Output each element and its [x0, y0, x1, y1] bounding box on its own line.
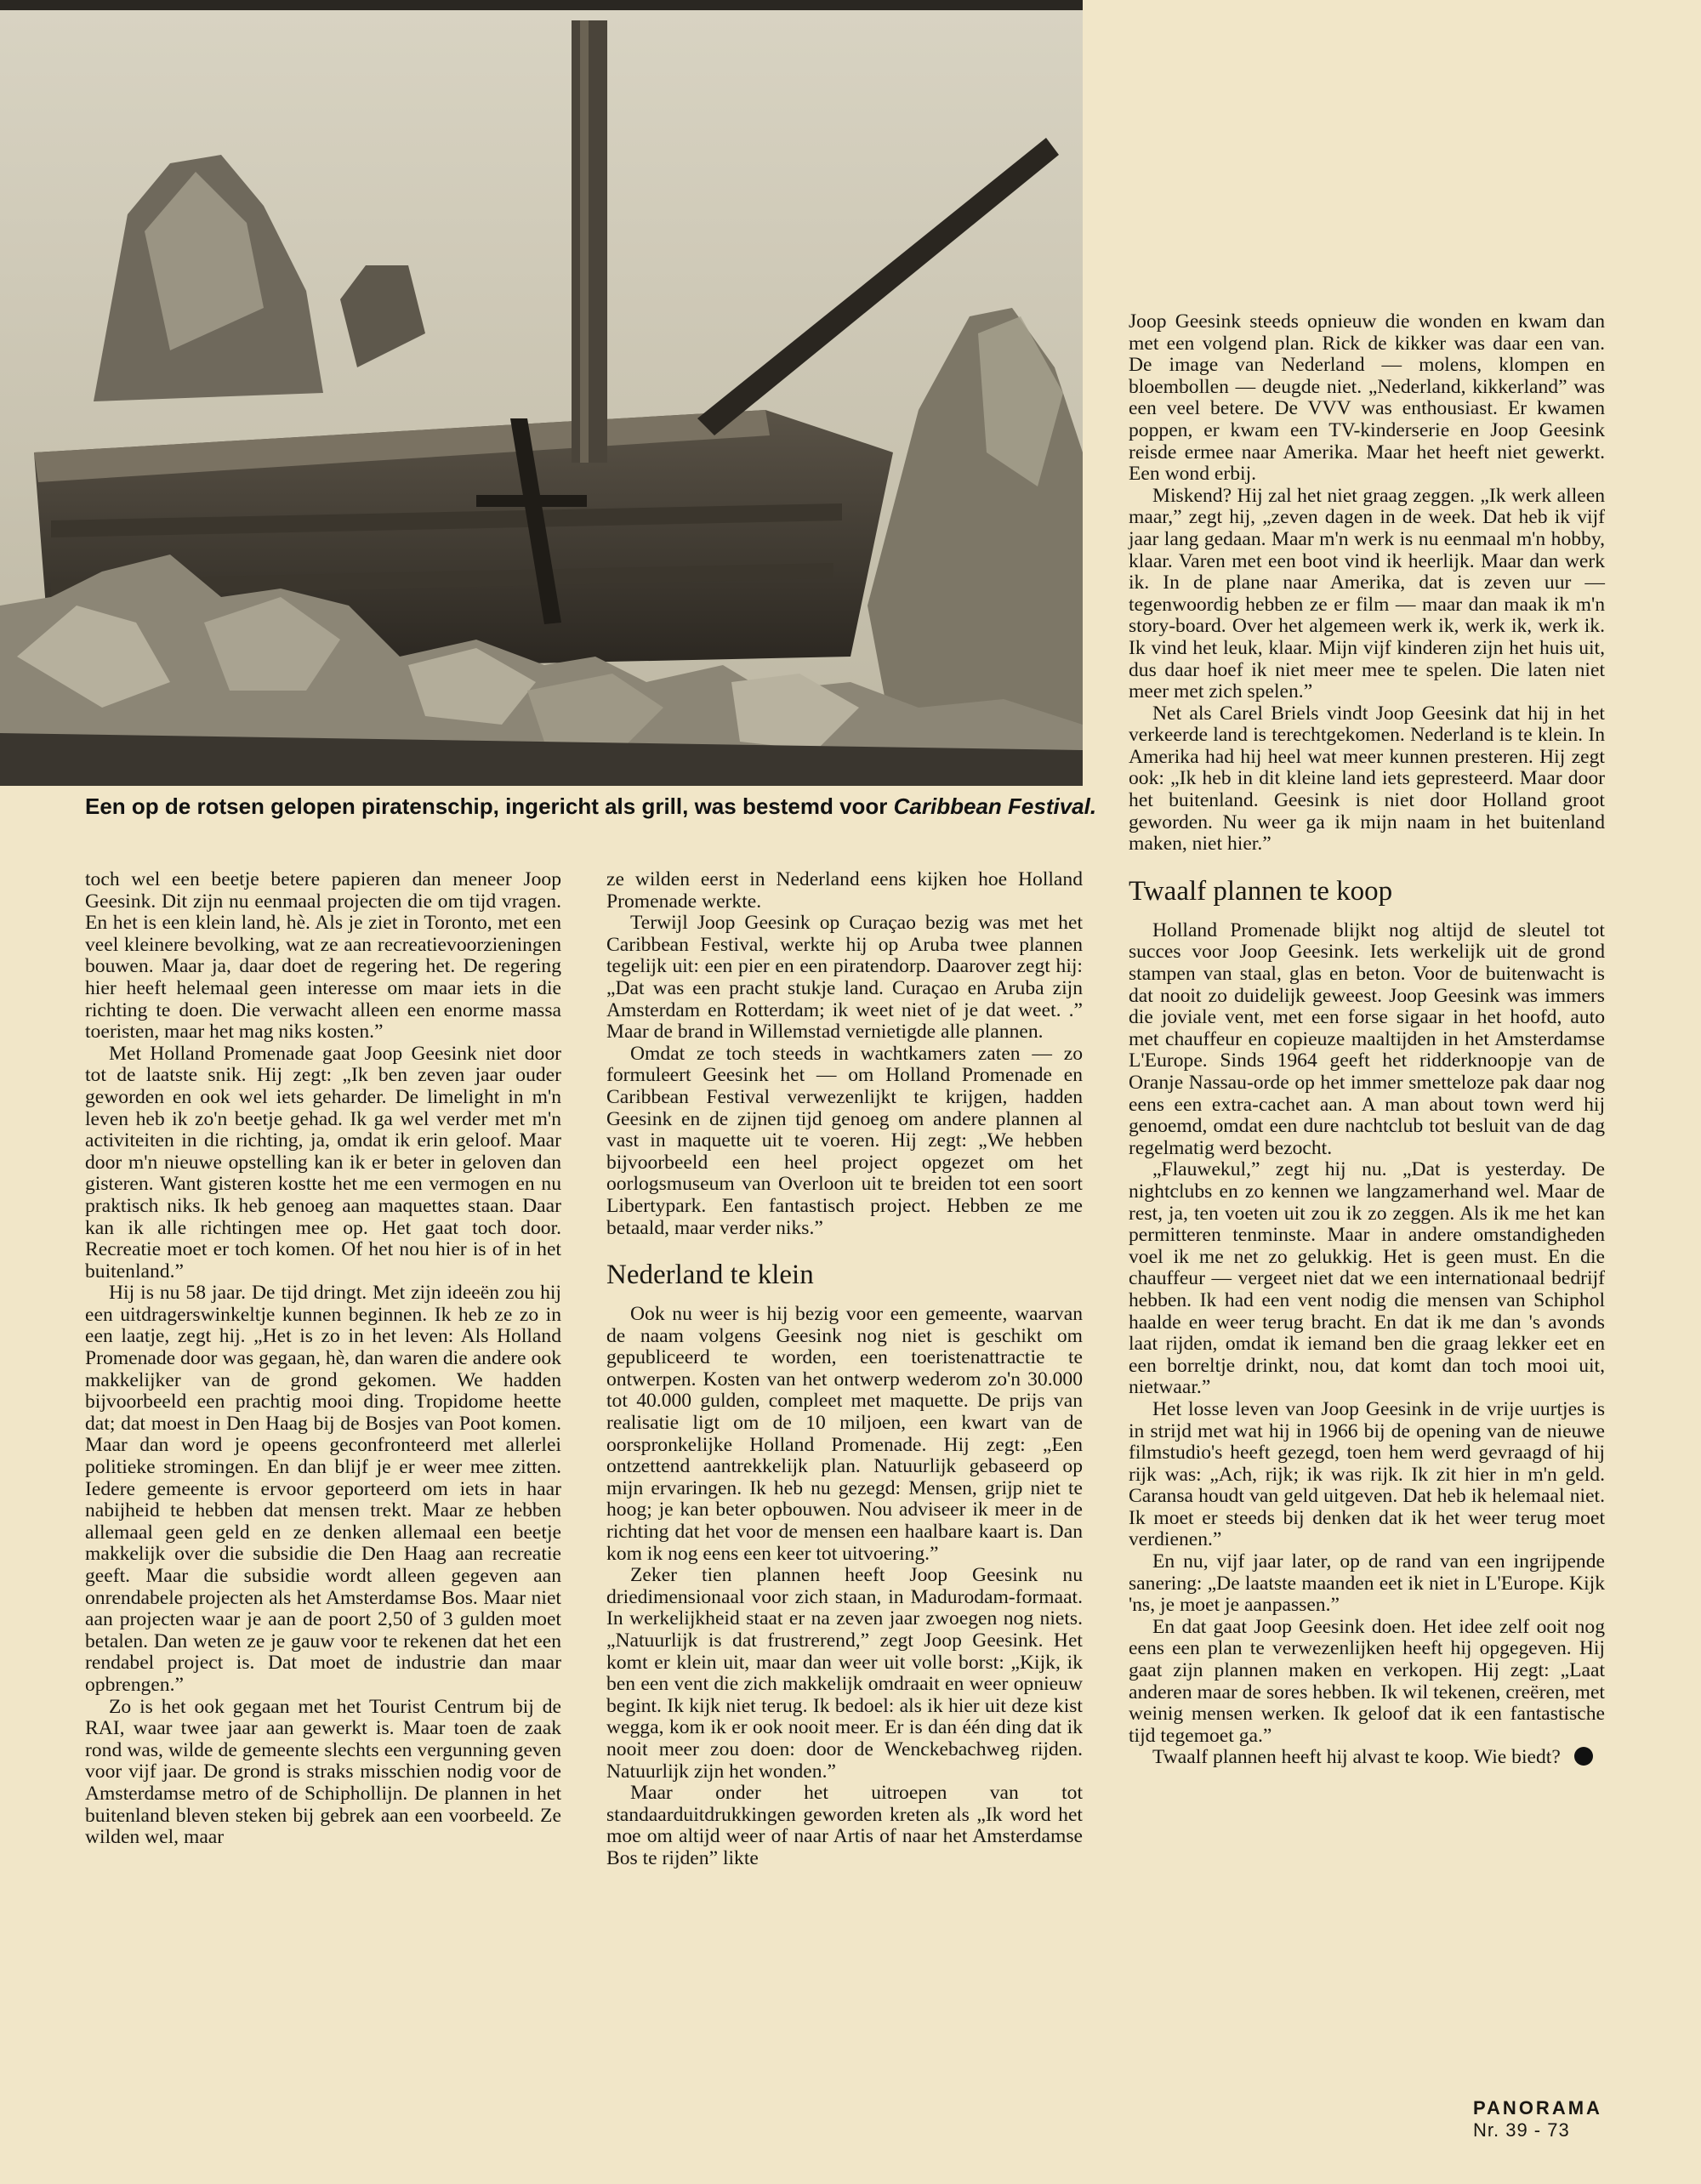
- issue-number: Nr. 39 - 73: [1473, 2119, 1570, 2141]
- caption-italic: Caribbean Festival.: [893, 793, 1097, 819]
- shipwreck-photo: [0, 10, 1083, 786]
- paragraph: Zo is het ook gegaan met het Tourist Centrum bij de RAI, waar twee jaar aan gewerkt is. Maar toen de zaak rond was, wilde de gemeente slechts een vergunning geven voor vijf jaar. De grond is straks misschien nodig voor de Amsterdamse metro of de Schiphollijn. De plannen in het buitenland bleven steken bij gebrek aan een voorbeeld. Ze wilden wel, maar: [85, 1695, 561, 1849]
- photo-caption: [85, 791, 1097, 822]
- paragraph: En nu, vijf jaar later, op de rand van een ingrijpende sanering: „De laatste maanden eet ik niet in L'Europe. Kijk 'ns, je moet je aanpassen.”: [1129, 1550, 1605, 1617]
- paragraph: ze wilden eerst in Nederland eens kijken hoe Holland Promenade werkte.: [606, 868, 1083, 913]
- paragraph: En dat gaat Joop Geesink doen. Het idee zelf ooit nog eens een plan te verwezenlijken heeft hij opgegeven. Hij gaat zijn plannen maken en verkopen. Hij zegt: „Laat anderen maar de sores hebben. Ik wil tekenen, creëren, met weinig mensen werken. Ik geloof dat ik een fantastische tijd tegemoet ga.”: [1129, 1615, 1605, 1747]
- section-heading: Twaalf plannen te koop: [1129, 875, 1393, 907]
- paragraph: Joop Geesink steeds opnieuw die wonden en kwam dan met een volgend plan. Rick de kikker was daar een van. De image van Nederland — molens, klompen en bloembollen — deugde niet. „Nederland, kikkerland” was een veel betere. De VVV was enthousiast. Er kwamen poppen, er kwam een TV-kinderserie en Joop Geesink reisde ermee naar Amerika. Maar het heeft niet gewerkt. Een wond erbij.: [1129, 310, 1605, 486]
- page-footer: [1473, 2097, 1602, 2141]
- photo-top-border: [0, 0, 1083, 10]
- paragraph: Ook nu weer is hij bezig voor een gemeente, waarvan de naam volgens Geesink nog niet is geschikt om gepubliceerd te worden, een toeristenattractie te ontwerpen. Kosten van het ontwerp wederom zo'n 30.000 tot 40.000 gulden, compleet met maquette. De prijs van realisatie ligt om de 10 miljoen, een kwart van de oorspronkelijke Holland Promenade. Hij zegt: „Een ontzettend aantrekkelijk plan. Natuurlijk gebaseerd op mijn ervaringen. Ik heb nu gezegd: Mensen, grijp niet te hoog; je kan beter opbouwen. Nou adviseer ik meer in de richting dat het voor de mensen een haalbare kaart is. Dan kom ik nog eens een keer tot uitvoering.”: [606, 1303, 1083, 1565]
- paragraph: Miskend? Hij zal het niet graag zeggen. „Ik werk alleen maar,” zegt hij, „zeven dagen in de week. Dat heb ik vijf jaar lang gedaan. Maar m'n werk is nu eenmaal m'n hobby, klaar. Varen met een boot vind ik heerlijk. Maar dan werk ik. In de plane naar Amerika, dat is zeven uur — tegenwoordig hebben ze er film — maar dan maak ik m'n story-board. Over het algemeen werk ik, werk ik, werk ik. Ik vind het leuk, klaar. Mijn vijf kinderen zijn het huis uit, dus daar hoef ik niet meer mee te spelen. Die laten niet meer met zich spelen.”: [1129, 484, 1605, 703]
- paragraph: „Flauwekul,” zegt hij nu. „Dat is yesterday. De nightclubs en zo kennen we langzamerhand wel. Maar de rest, ja, ten voeten uit zou ik zo zeggen. Als ik me het kan permitteren tenminste. Maar in andere omstandigheden voel ik me net zo gelukkig. Het is geen must. En die chauffeur — vergeet niet dat we een internationaal bedrijf hebben. Ik had een vent nodig die mensen van Schiphol haalde en weer terug bracht. En dat ik me dan 's avonds laat rijden, omdat ik iemand ben die graag lekker eet en een borreltje drinkt, nou, dat komt dan toch mooi uit, nietwaar.”: [1129, 1158, 1605, 1399]
- closing-text: Twaalf plannen heeft hij alvast te koop. Wie biedt?: [1152, 1746, 1561, 1769]
- paragraph: Net als Carel Briels vindt Joop Geesink dat hij in het verkeerde land is terechtgekomen. Nederland is te klein. In Amerika had hij heel wat meer kunnen presteren. Hij zegt ook: „Ik heb in dit kleine land iets gepresteerd. Maar door het buitenland. Geesink is niet door Holland groot geworden. Nu weer ga ik mijn naam in het buitenland maken, niet hier.”: [1129, 702, 1605, 856]
- section-heading: Nederland te klein: [606, 1260, 814, 1291]
- paragraph: Het losse leven van Joop Geesink in de vrije uurtjes is in strijd met wat hij in 1966 bij de opening van de nieuwe filmstudio's heeft gezegd, toen hem werd gevraagd of hij rijk was: „Ach, rijk; ik was rijk. Ik zit hier in m'n geld. Caransa houdt van geld uitgeven. Dat heb ik helemaal niet. Ik moet er steeds bij denken dat ik het weer terug moet verdienen.”: [1129, 1397, 1605, 1551]
- paragraph: Holland Promenade blijkt nog altijd de sleutel tot succes voor Joop Geesink. Iets werkelijk uit de grond stampen van staal, glas en beton. Voor de buitenwacht is dat nooit zo duidelijk geweest. Joop Geesink was immers die joviale vent, met een forse sigaar in het hoofd, auto met chauffeur en copieuze maaltijden in het Amsterdamse L'Europe. Sinds 1964 geeft het ridderknoopje van de Oranje Nassau-orde op het immer smetteloze pak daar nog eens een extra-cachet aan. A man about town werd hij genoemd, omdat een dure nachtclub tot besluit van de dag regelmatig werd bezocht.: [1129, 919, 1605, 1159]
- paragraph: Omdat ze toch steeds in wachtkamers zaten — zo formuleert Geesink het — om Holland Promenade en Caribbean Festival verwezenlijkt te krijgen, hadden Geesink en de zijnen tijd genoeg om andere plannen al vast in maquette uit te voeren. Hij zegt: „We hebben bijvoorbeeld een heel project opgezet om het oorlogsmuseum van Overloon uit te breiden tot een soort Libertypark. Een fantastisch project. Hebben ze me betaald, maar verder niks.”: [606, 1042, 1083, 1239]
- paragraph: Maar onder het uitroepen van tot standaarduitdrukkingen geworden kreten als „Ik word het moe om altijd weer of naar Artis of naar het Amsterdamse Bos te rijden” likte: [606, 1782, 1083, 1869]
- paragraph: Zeker tien plannen heeft Joop Geesink nu driedimensionaal voor zich staan, in Madurodam-formaat. In werkelijkheid staat er na zeven jaar zwoegen nog niets. „Natuurlijk is dat frustrerend,” zegt Joop Geesink. Het komt er klein uit, maar dan weer uit volle borst: „Kijk, ik ben een vent die zich makkelijk omdraait en weer opnieuw begint. Ik kijk niet terug. Ik bedoel: als ik hier uit deze kist wegga, kom ik er ook nooit meer. Er is dan één ding dat ik nooit meer zou doen: door de Wenckebachweg rijden. Natuurlijk zijn het wonden.”: [606, 1564, 1083, 1783]
- paragraph: Hij is nu 58 jaar. De tijd dringt. Met zijn ideeën zou hij een uitdragerswinkeltje kunnen beginnen. Ik heb ze zo in een laatje, zegt hij. „Het is zo in het leven: Als Holland Promenade door was gegaan, hè, dan waren die andere ook makkelijker van de grond gekomen. We hadden bijvoorbeeld een prachtig mooi ding. Tropidome heette dat; dat moest in Den Haag bij de Bosjes van Poot komen. Maar dan word je opeens geconfronteerd met allerlei politieke stromingen. En dan blijf je er weer mee zitten. Iedere gemeente is ervoor geporteerd om iets in haar nabijheid te hebben dat mensen trekt. Maar ze hebben allemaal geen geld en ze denken allemaal een beetje makkelijk over die subsidie die Den Haag aan recreatie geeft. Maar die subsidie wordt alleen gegeven aan onrendabele projecten als het Amsterdamse Bos. Maar niet aan projecten waar je aan de poort 2,50 of 3 gulden moet betalen. Dan weten ze je gauw voor te rekenen dat het een rendabel project is. Dat moet de industrie dan maar opbrengen.”: [85, 1282, 561, 1696]
- article-column-3: [1129, 311, 1605, 1769]
- closing-paragraph: [1129, 1747, 1605, 1769]
- paragraph: Met Holland Promenade gaat Joop Geesink niet door tot de laatste snik. Hij zegt: „Ik ben zeven jaar ouder geworden en ook wel iets geharder. De limelight in m'n leven heb ik zo'n beetje gehad. Ik ga wel verder met m'n activiteiten in die richting, ja, omdat ik erin geloof. Maar door m'n nieuwe opstelling kan ik er beter in geloven dan gisteren. Want gisteren kostte het me een vermogen en nu praktisch niks. Ik heb genoeg aan maquettes staan. Daar kan ik alle richtingen mee op. Het gaat toch door. Recreatie moet er toch komen. Of het nou hier is of in het buitenland.”: [85, 1042, 561, 1283]
- magazine-name: PANORAMA: [1473, 2097, 1602, 2119]
- article-column-1: [85, 869, 561, 1849]
- end-mark-icon: [1574, 1747, 1593, 1766]
- caption-text: Een op de rotsen gelopen piratenschip, ingericht als grill, was bestemd voor: [85, 793, 894, 819]
- paragraph: toch wel een beetje betere papieren dan meneer Joop Geesink. Dit zijn nu eenmaal projecten die om tijd vragen. En het is een klein land, hè. Als je ziet in Toronto, met een veel kleinere bevolking, wat ze aan recreatievoorzieningen bouwen. Maar ja, daar doet de regering het. De regering hier heeft helemaal geen interesse om maar iets in die richting te doen. Die verwacht alleen een enorme massa toeristen, maar het mag niks kosten.”: [85, 868, 561, 1044]
- paragraph: Terwijl Joop Geesink op Curaçao bezig was met het Caribbean Festival, werkte hij op Aruba twee plannen tegelijk uit: een pier en een piratendorp. Daarover zegt hij: „Dat was een pracht stukje land. Curaçao en Aruba zijn Amsterdam en Rotterdam; ik weet niet of je dat weet. .” Maar de brand in Willemstad vernietigde alle plannen.: [606, 912, 1083, 1044]
- article-column-2: [606, 869, 1083, 1870]
